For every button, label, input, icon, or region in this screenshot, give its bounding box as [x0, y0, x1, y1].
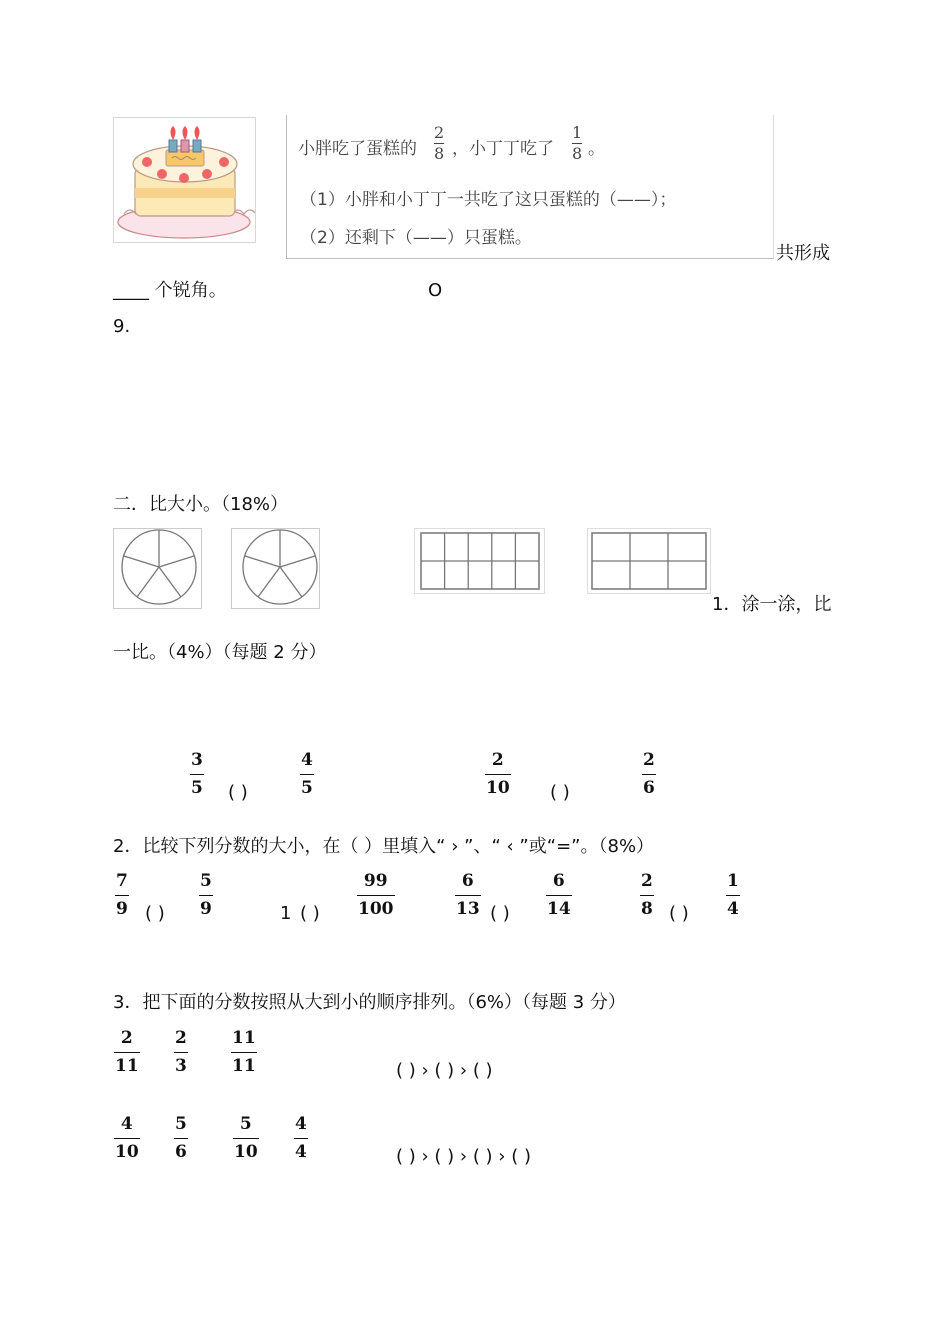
fraction-bar: [546, 895, 572, 896]
fraction-bar: [726, 895, 740, 896]
pie-figure-1: [113, 528, 202, 609]
q2-fraction-2-8: [640, 871, 654, 919]
fraction-denominator: 10: [486, 778, 510, 798]
fraction-denominator: 5: [191, 778, 203, 798]
grid-figure-10: [414, 528, 545, 594]
fraction-denominator: 10: [234, 1142, 258, 1162]
fraction-denominator: 9: [200, 899, 212, 919]
fraction-numerator: 2: [491, 750, 504, 770]
fraction-numerator: 99: [363, 871, 388, 891]
fraction-bar: [174, 1138, 188, 1139]
fraction-bar: [357, 895, 395, 896]
fraction-numerator: 6: [461, 871, 474, 891]
q3-row2-fraction-4: [294, 1114, 308, 1162]
fraction-numerator: 11: [232, 1028, 256, 1048]
q2-fraction-99-100: [357, 871, 395, 919]
story-fraction-1-num: 2: [434, 123, 445, 142]
q3-row1-order-blanks[interactable]: ( ) › ( ) › ( ): [396, 1060, 493, 1081]
cake-illustration: [113, 117, 256, 243]
fraction-bar: [233, 1138, 259, 1139]
fraction-bar: [231, 1052, 257, 1053]
sub-question-2-title: 2．比较下列分数的大小，在（ ）里填入“ › ”、“ ‹ ”或“=”。（8%）: [113, 836, 655, 857]
fraction-denominator: 5: [301, 778, 313, 798]
q1-answer-blank-2[interactable]: ( ): [550, 782, 570, 803]
story-fraction-1: [434, 124, 444, 162]
fraction-numerator: 5: [239, 1114, 252, 1134]
fraction-bar: [114, 1138, 140, 1139]
q2-whole-one: 1: [280, 903, 292, 924]
fraction-numerator: 2: [643, 750, 655, 770]
fraction-bar: [199, 895, 213, 896]
story-fraction-1-den: 8: [434, 144, 445, 163]
q2-fraction-1-4: [726, 871, 740, 919]
q2-answer-blank-1[interactable]: ( ): [145, 903, 165, 924]
fraction-bar: [642, 774, 656, 775]
fraction-denominator: 6: [643, 778, 655, 798]
q2-fraction-5-9: [199, 871, 213, 919]
q3-row2-fraction-1: [114, 1114, 140, 1162]
q3-row2-fraction-2: [174, 1114, 188, 1162]
fraction-numerator: 4: [295, 1114, 307, 1134]
story-question-2: （2）还剩下（——）只蛋糕。: [300, 228, 532, 248]
fraction-denominator: 14: [547, 899, 571, 919]
fraction-denominator: 9: [116, 899, 128, 919]
sub-question-1-title-b: 一比。（4%）（每题 2 分）: [113, 642, 327, 663]
q1-fraction-2-10: [485, 750, 511, 798]
grid-figure-6: [587, 528, 711, 594]
fraction-bar: [190, 774, 204, 775]
q2-fraction-6-14: [546, 871, 572, 919]
fraction-denominator: 8: [641, 899, 653, 919]
fraction-numerator: 6: [552, 871, 565, 891]
fraction-denominator: 100: [358, 899, 394, 919]
fraction-numerator: 1: [727, 871, 739, 891]
story-line1-end: 。: [588, 139, 605, 159]
fraction-denominator: 13: [456, 899, 480, 919]
fraction-denominator: 4: [295, 1142, 307, 1162]
fraction-denominator: 6: [175, 1142, 187, 1162]
story-question-1: （1）小胖和小丁丁一共吃了这只蛋糕的（——）；: [300, 190, 677, 210]
story-fraction-2-den: 8: [572, 144, 583, 163]
q1-fraction-4-5: [300, 750, 314, 798]
q3-row1-fraction-2: [174, 1028, 188, 1076]
q2-fraction-7-9: [115, 871, 129, 919]
q2-answer-blank-3[interactable]: ( ): [490, 903, 510, 924]
fraction-denominator: 11: [232, 1056, 256, 1076]
fraction-numerator: 5: [175, 1114, 187, 1134]
acute-angle-line: ____ 个锐角。: [113, 280, 227, 301]
q3-row2-order-blanks[interactable]: ( ) › ( ) › ( ) › ( ): [396, 1146, 531, 1167]
q1-fraction-3-5: [190, 750, 204, 798]
fraction-numerator: 2: [175, 1028, 187, 1048]
sub-question-1-title-a: 1．涂一涂，比: [712, 594, 832, 615]
fraction-numerator: 3: [191, 750, 203, 770]
fraction-bar: [174, 1052, 188, 1053]
sub-question-3-title: 3．把下面的分数按照从大到小的顺序排列。（6%）（每题 3 分）: [113, 992, 626, 1013]
fraction-bar: [115, 895, 129, 896]
fraction-denominator: 3: [175, 1056, 187, 1076]
fraction-numerator: 2: [120, 1028, 133, 1048]
fraction-numerator: 4: [301, 750, 313, 770]
q1-fraction-2-6: [642, 750, 656, 798]
fraction-denominator: 11: [115, 1056, 139, 1076]
fraction-numerator: 5: [200, 871, 212, 891]
fraction-bar: [455, 895, 481, 896]
pie-figure-2: [231, 528, 320, 609]
fraction-bar: [114, 1052, 140, 1053]
o-mark: O: [428, 280, 443, 301]
q3-row1-fraction-3: [231, 1028, 257, 1076]
fraction-numerator: 2: [641, 871, 653, 891]
question-9-label: 9.: [113, 316, 131, 337]
section-2-title: 二．比大小。（18%）: [113, 494, 289, 515]
q2-answer-blank-4[interactable]: ( ): [669, 903, 689, 924]
q2-fraction-6-13: [455, 871, 481, 919]
fraction-bar: [485, 774, 511, 775]
story-fraction-2: [572, 124, 582, 162]
fraction-bar: [300, 774, 314, 775]
q1-answer-blank-1[interactable]: ( ): [228, 782, 248, 803]
q3-row2-fraction-3: [233, 1114, 259, 1162]
story-line1-pre: 小胖吃了蛋糕的: [298, 139, 417, 159]
story-line1-mid: ，小丁丁吃了: [452, 139, 554, 159]
fraction-denominator: 10: [115, 1142, 139, 1162]
fraction-bar: [294, 1138, 308, 1139]
residue-right-text: 共形成: [776, 243, 830, 264]
story-fraction-2-num: 1: [572, 123, 583, 142]
fraction-numerator: 4: [120, 1114, 133, 1134]
fraction-denominator: 4: [727, 899, 739, 919]
q2-answer-blank-2[interactable]: ( ): [300, 903, 320, 924]
fraction-bar: [640, 895, 654, 896]
fraction-numerator: 7: [116, 871, 128, 891]
q3-row1-fraction-1: [114, 1028, 140, 1076]
